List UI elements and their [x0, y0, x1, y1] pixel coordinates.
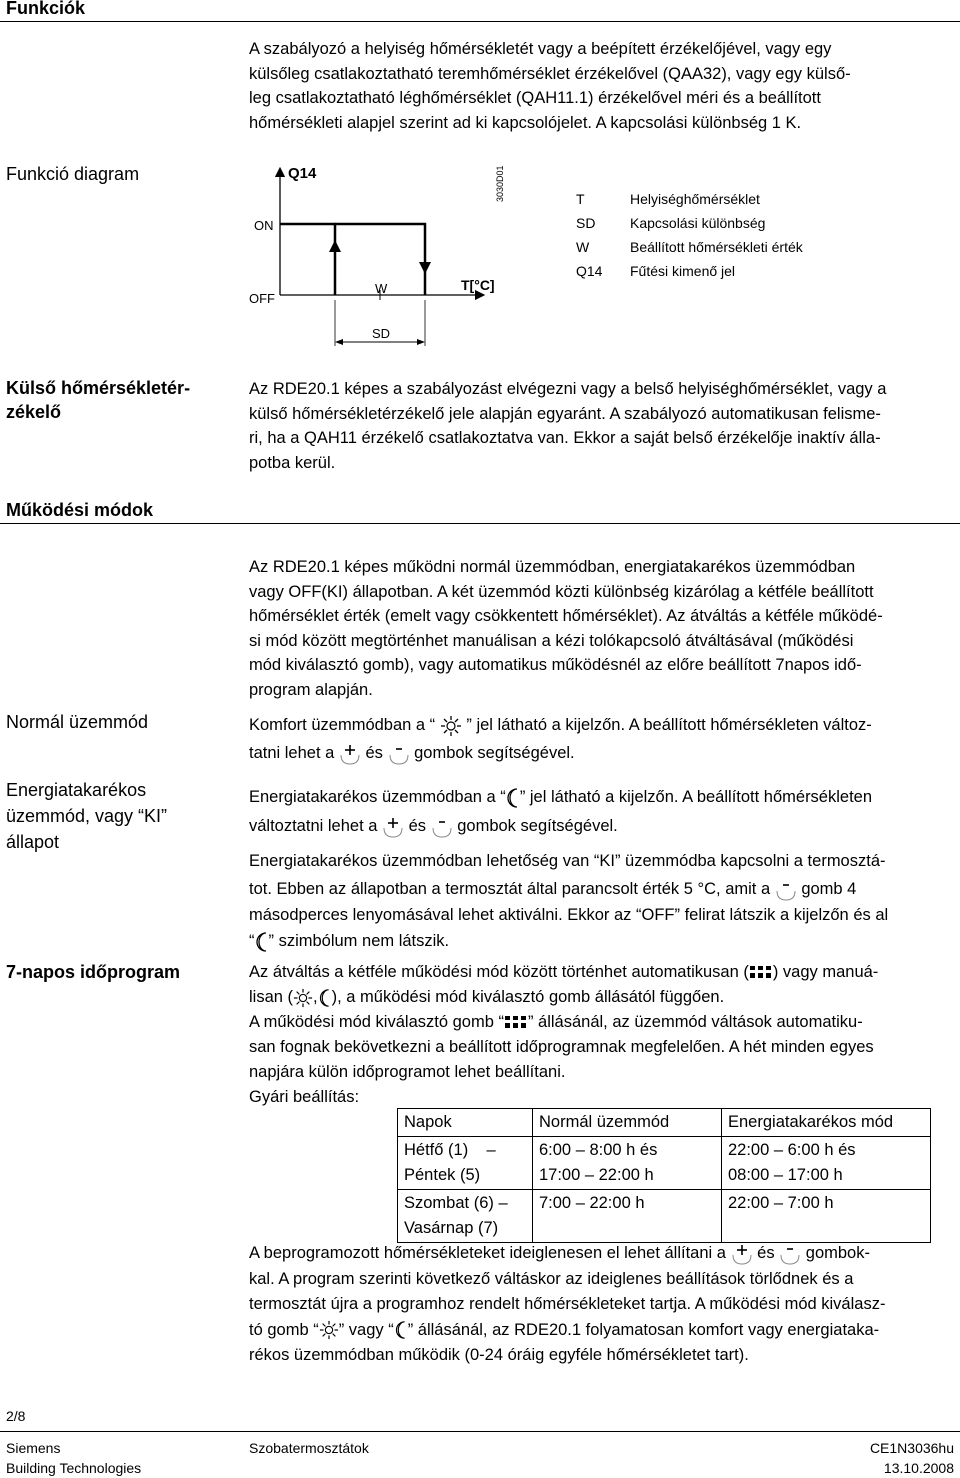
legend-key: SD: [576, 215, 596, 231]
clock-program-icon: [504, 1015, 528, 1031]
eco-label-line: állapot: [6, 832, 60, 852]
program-line: termosztát újra a programhoz rendelt hőmérsékleteket tartja. A működési mód kiválasz-: [249, 1295, 886, 1313]
program-text: A működési mód kiválasztó gomb “: [249, 1013, 504, 1031]
program-side-label: 7-napos időprogram: [6, 962, 181, 982]
modes-line: program alapján.: [249, 680, 373, 699]
external-paragraph: [249, 377, 954, 475]
normal-text: gombok segítségével.: [414, 744, 575, 762]
eco-line: [249, 812, 954, 841]
eco-text: és: [408, 817, 427, 835]
program-line: san fognak bekövetkezni a beállított időprogramnak megfelelően. A hét minden egyes: [249, 1038, 874, 1056]
legend-row: [630, 239, 803, 255]
sun-icon: [319, 1320, 339, 1340]
diagram-side-label: Funkció diagram: [6, 164, 140, 184]
legend-row: [576, 239, 589, 255]
page-title: Funkciók: [6, 0, 86, 18]
modes-line: si mód között megtörténhet manuálisan a kézi tolókapcsoló átváltásával (működési: [249, 631, 854, 650]
diagram-w-label: W: [375, 281, 388, 296]
program-text: gombok-: [805, 1244, 870, 1262]
table-cell: 7:00 – 22:00 h: [533, 1190, 722, 1243]
plus-button-icon: [731, 1243, 753, 1265]
program-line: napjára külön időprogramot lehet beállítani.: [249, 1063, 566, 1081]
program-line: [249, 1318, 954, 1344]
footer-doc-title: Szobatermosztátok: [249, 1440, 369, 1456]
program-line: Gyári beállítás:: [249, 1088, 360, 1106]
program-text: ” állásánál, az üzemmód váltások automatiku-: [527, 1013, 863, 1031]
eco-line: [249, 783, 954, 812]
normal-text: Komfort üzemmódban a “: [249, 716, 436, 734]
legend-row: [630, 191, 760, 207]
legend-desc: Kapcsolási különbség: [630, 215, 766, 231]
program-line: [249, 985, 954, 1010]
external-line: potba kerül.: [249, 453, 336, 472]
legend-key: W: [576, 239, 590, 255]
table-header-cell: Napok: [398, 1109, 533, 1137]
legend-key: T: [576, 191, 585, 207]
eco-line: Energiatakarékos üzemmódban lehetőség van “KI” üzemmódba kapcsolni a termosztá-: [249, 852, 886, 870]
plus-button-icon: [382, 816, 404, 838]
program-text: ,: [313, 988, 318, 1006]
program-text: ” állásánál, az RDE20.1 folyamatosan komfort vagy energiataka-: [407, 1320, 880, 1339]
diagram-code: 3030D01: [495, 165, 505, 202]
hysteresis-curve: [280, 224, 335, 295]
intro-paragraph: [249, 37, 954, 135]
legend-row: [576, 215, 595, 231]
external-label-line: zékelő: [6, 402, 62, 422]
program-line: [249, 1010, 954, 1035]
diagram-t-label: T[°C]: [461, 277, 495, 293]
program-paragraph: [249, 960, 954, 1110]
legend-key: Q14: [576, 263, 603, 279]
normal-text: és: [365, 744, 383, 762]
table-row: [398, 1190, 931, 1243]
legend-row: [576, 263, 602, 279]
legend-row: [630, 215, 765, 231]
diagram-on-label: ON: [254, 218, 274, 233]
eco-label-line: Energiatakarékos: [6, 780, 147, 800]
eco-line: másodperces lenyomásával lehet aktiválni. Ekkor az “OFF” felirat látszik a kijelzőn és al: [249, 906, 889, 924]
program-line: rékos üzemmódban működik (0-24 óráig egyféle hőmérsékletet tart).: [249, 1346, 749, 1364]
footer-date: 13.10.2008: [883, 1460, 954, 1476]
intro-line: A szabályozó a helyiség hőmérsékletét vagy a beépített érzékelőjével, vagy egy: [249, 40, 832, 58]
eco-text: gomb 4: [801, 880, 857, 898]
normal-line: [249, 739, 954, 767]
program-line: [249, 960, 954, 985]
header-rule: [0, 21, 960, 22]
diagram-sd-label: SD: [372, 326, 391, 341]
normal-text: ” jel látható a kijelzőn. A beállított hőmérsékleten változ-: [466, 716, 872, 734]
table-header-cell: Energiatakarékos mód: [722, 1109, 931, 1137]
table-cell: Szombat (6) – Vasárnap (7): [398, 1190, 533, 1243]
eco-paragraph: [249, 783, 954, 841]
legend-desc: Fűtési kimenő jel: [630, 263, 736, 279]
modes-heading: Működési módok: [6, 500, 154, 520]
table-row: [398, 1137, 931, 1190]
clock-program-icon: [749, 965, 773, 981]
program-text: lisan (: [249, 988, 294, 1006]
program-text: tó gomb “: [249, 1320, 319, 1339]
modes-line: Az RDE20.1 képes működni normál üzemmódban, energiatakarékos üzemmódban: [249, 558, 856, 576]
legend-row: [630, 263, 735, 279]
modes-paragraph: [249, 555, 954, 702]
footer-doc-meta: [870, 1438, 954, 1478]
moon-icon: [506, 787, 520, 809]
minus-button-icon: [779, 1243, 801, 1265]
program-text: A beprogramozott hőmérsékleteket ideiglenesen el lehet állítani a: [249, 1244, 726, 1262]
moon-icon: [394, 1320, 408, 1340]
function-diagram: [240, 150, 520, 350]
normal-side-label: Normál üzemmód: [6, 712, 149, 732]
table-cell: 22:00 – 7:00 h: [722, 1190, 931, 1243]
program-text: és: [757, 1244, 775, 1262]
sun-icon: [440, 715, 462, 737]
table-header-row: [398, 1109, 931, 1137]
program-text: ) vagy manuá-: [772, 963, 879, 981]
page-number: 2/8: [6, 1408, 26, 1424]
minus-button-icon: [388, 743, 410, 765]
external-side-label: [6, 376, 190, 424]
program-line: [249, 1241, 954, 1267]
modes-rule: [0, 523, 960, 524]
eco-text: tot. Ebben az állapotban a termosztát által parancsolt érték 5 °C, amit a: [249, 880, 771, 898]
table-header-cell: Normál üzemmód: [533, 1109, 722, 1137]
modes-line: mód kiválasztó gomb), vagy automatikus működésnél az előre beállított 7napos idő-: [249, 656, 862, 674]
table-cell: 6:00 – 8:00 h és 17:00 – 22:00 h: [533, 1137, 722, 1190]
external-line: ri, ha a QAH11 érzékelő csatlakoztatva van. Ekkor a saját belső érzékelője inaktív álla-: [249, 429, 881, 447]
table-cell: 22:00 – 6:00 h és 08:00 – 17:00 h: [722, 1137, 931, 1190]
legend-desc: Beállított hőmérsékleti érték: [630, 239, 803, 255]
program-paragraph-2: [249, 1241, 954, 1369]
sun-icon: [293, 988, 313, 1008]
footer-company: [6, 1438, 141, 1478]
external-label-line: Külső hőmérsékletér-: [6, 378, 191, 398]
normal-paragraph: [249, 711, 954, 767]
modes-line: hőmérséklet érték (emelt vagy csökkentett hőmérséklet). Az átváltás a kétféle működé-: [249, 607, 883, 625]
program-line: kal. A program szerinti következő váltáskor az ideiglenes beállítások törlődnek és a: [249, 1269, 854, 1288]
legend-row: [576, 191, 585, 207]
modes-line: vagy OFF(KI) állapotban. A két üzemmód közti különbség kizárólag a kétféle beállított: [249, 582, 874, 601]
normal-text: tatni lehet a: [249, 744, 335, 762]
legend-desc: Helyiséghőmérséklet: [630, 191, 760, 207]
footer-rule: [0, 1431, 960, 1432]
moon-icon: [318, 988, 332, 1008]
eco-side-label: [6, 777, 167, 855]
eco-text: gombok segítségével.: [457, 817, 618, 835]
external-line: Az RDE20.1 képes a szabályozást elvégezni vagy a belső helyiséghőmérséklet, vagy a: [249, 380, 887, 398]
eco-line: [249, 876, 954, 902]
eco-text: Energiatakarékos üzemmódban a “: [249, 788, 506, 806]
footer-company-line: Siemens: [6, 1440, 61, 1456]
program-text: Az átváltás a kétféle működési mód között történhet automatikusan (: [249, 963, 749, 981]
footer-company-line: Building Technologies: [6, 1460, 142, 1476]
diagram-q14-label: Q14: [288, 165, 317, 182]
moon-icon: [255, 931, 269, 953]
eco-text: ” szimbólum nem látszik.: [268, 932, 450, 950]
footer-doc-id: CE1N3036hu: [869, 1440, 954, 1456]
intro-line: leg csatlakoztatható léghőmérséklet (QAH11.1) érzékelővel méri és a beállított: [249, 89, 821, 107]
normal-line: [249, 711, 954, 739]
eco-text: “: [249, 932, 255, 950]
plus-button-icon: [339, 743, 361, 765]
minus-button-icon: [431, 816, 453, 838]
program-text: ” vagy “: [338, 1320, 394, 1339]
table-cell: Hétfő (1) – Péntek (5): [398, 1137, 533, 1190]
eco-label-line: üzemmód, vagy “KI”: [6, 806, 168, 826]
intro-line: külsőleg csatlakoztatható teremhőmérséklet érzékelővel (QAA32), vagy egy külső-: [249, 64, 851, 83]
diagram-off-label: OFF: [249, 291, 275, 306]
eco-paragraph-2: [249, 848, 954, 954]
minus-button-icon: [775, 879, 797, 901]
external-line: külső hőmérsékletérzékelő jele alapján egyaránt. A szabályozó automatikusan felisme-: [249, 404, 881, 423]
intro-line: hőmérsékleti alapjel szerint ad ki kapcsolójelet. A kapcsolási különbség 1 K.: [249, 113, 802, 132]
eco-line: [249, 928, 954, 954]
eco-text: változtatni lehet a: [249, 817, 378, 835]
program-text: ), a működési mód kiválasztó gomb állásától függően.: [331, 988, 725, 1006]
eco-text: ” jel látható a kijelzőn. A beállított hőmérsékleten: [519, 788, 873, 806]
factory-settings-table: [397, 1108, 931, 1243]
